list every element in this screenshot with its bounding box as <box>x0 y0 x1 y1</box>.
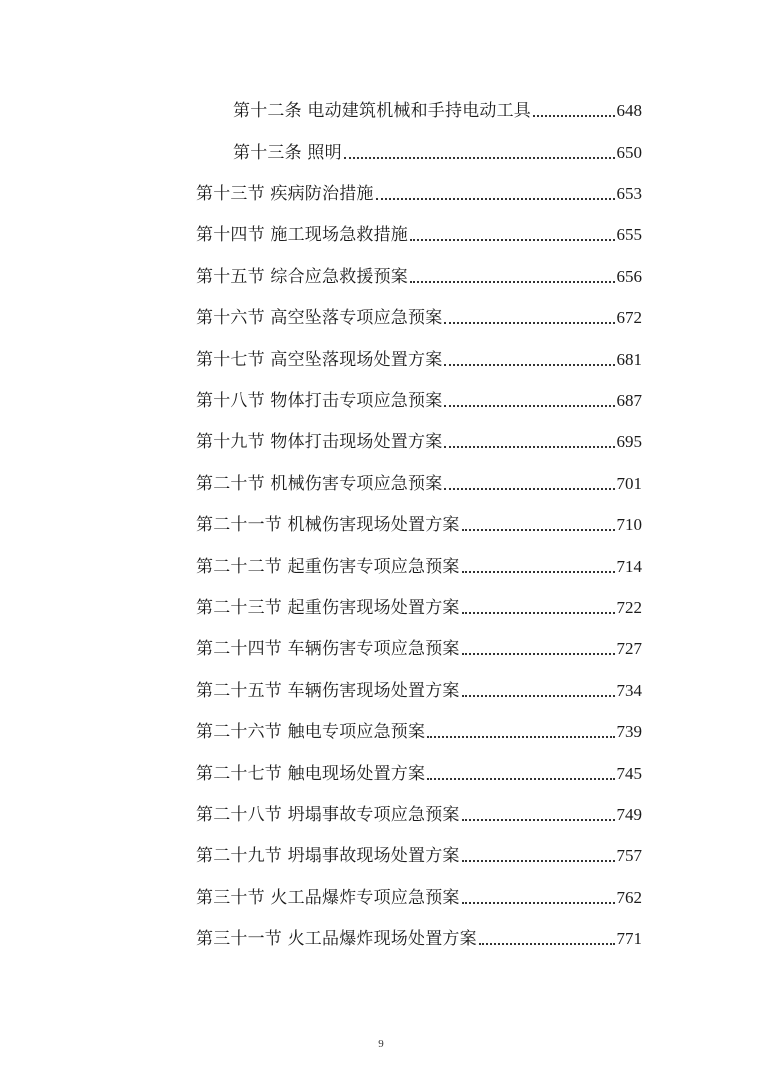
toc-entry[interactable] <box>196 757 642 785</box>
dot-leader <box>427 736 614 738</box>
toc-entry-title: 第十五节 综合应急救援预案 <box>196 267 409 287</box>
dot-leader <box>410 281 614 283</box>
toc-entry-page: 727 <box>616 639 642 658</box>
toc-entry-title: 第二十三节 起重伤害现场处置方案 <box>196 598 460 618</box>
toc-entry-title: 第三十节 火工品爆炸专项应急预案 <box>196 888 460 908</box>
toc-entry-title: 第二十一节 机械伤害现场处置方案 <box>196 515 460 535</box>
toc-entry[interactable] <box>196 301 642 329</box>
toc-entry[interactable] <box>196 467 642 495</box>
dot-leader <box>462 529 615 531</box>
toc-entry-title: 第十三节 疾病防治措施 <box>196 184 374 204</box>
toc-entry-page: 656 <box>616 267 642 286</box>
dot-leader <box>376 198 615 200</box>
toc-entry-page: 714 <box>616 557 642 576</box>
toc-entry[interactable] <box>196 218 642 246</box>
toc-entry-title: 第二十四节 车辆伤害专项应急预案 <box>196 639 460 659</box>
toc-entry[interactable] <box>233 136 642 164</box>
page-number: 9 <box>378 1038 384 1050</box>
toc-entry[interactable] <box>233 94 642 122</box>
toc-entry[interactable] <box>196 674 642 702</box>
dot-leader <box>462 819 615 821</box>
toc-entry-title: 第三十一节 火工品爆炸现场处置方案 <box>196 929 477 949</box>
dot-leader <box>462 902 615 904</box>
dot-leader <box>462 653 615 655</box>
toc-entry-title: 第二十二节 起重伤害专项应急预案 <box>196 557 460 577</box>
toc-entry-page: 739 <box>616 722 642 741</box>
toc-entry-title: 第二十七节 触电现场处置方案 <box>196 764 426 784</box>
toc-entry-page: 757 <box>616 846 642 865</box>
dot-leader <box>410 239 614 241</box>
toc-entry-page: 701 <box>616 474 642 493</box>
toc-entry-title: 第十三条 照明 <box>233 143 342 163</box>
toc-entry[interactable] <box>196 839 642 867</box>
dot-leader <box>462 571 615 573</box>
toc-entry[interactable] <box>196 591 642 619</box>
dot-leader <box>427 778 614 780</box>
toc-entry-page: 687 <box>616 391 642 410</box>
toc-entry[interactable] <box>196 343 642 371</box>
toc-entry-page: 771 <box>616 929 642 948</box>
toc-entry[interactable] <box>196 881 642 909</box>
toc-entry-title: 第十六节 高空坠落专项应急预案 <box>196 308 443 328</box>
toc-entry[interactable] <box>196 798 642 826</box>
toc-entry[interactable] <box>196 177 642 205</box>
toc-entry-page: 681 <box>616 350 642 369</box>
toc-entry-page: 722 <box>616 598 642 617</box>
toc-entry[interactable] <box>196 508 642 536</box>
toc-entry-page: 762 <box>616 888 642 907</box>
toc-entry-title: 第十二条 电动建筑机械和手持电动工具 <box>233 101 532 121</box>
dot-leader <box>444 446 614 448</box>
dot-leader <box>462 695 615 697</box>
toc-entry-title: 第十九节 物体打击现场处置方案 <box>196 432 443 452</box>
toc-entry-page: 648 <box>616 101 642 120</box>
toc-entry-page: 734 <box>616 681 642 700</box>
toc-entry-page: 650 <box>616 143 642 162</box>
toc-entry[interactable] <box>196 632 642 660</box>
dot-leader <box>444 364 614 366</box>
dot-leader <box>462 860 615 862</box>
dot-leader <box>344 157 615 159</box>
dot-leader <box>479 943 615 945</box>
toc-entry[interactable] <box>196 425 642 453</box>
toc-entry-page: 749 <box>616 805 642 824</box>
toc-entry-page: 672 <box>616 308 642 327</box>
toc-entry-page: 695 <box>616 432 642 451</box>
toc-entry[interactable] <box>196 260 642 288</box>
dot-leader <box>444 405 614 407</box>
toc-entry-title: 第二十九节 坍塌事故现场处置方案 <box>196 846 460 866</box>
toc-entry-page: 710 <box>616 515 642 534</box>
toc-entry-page: 745 <box>616 764 642 783</box>
toc-entry-title: 第十七节 高空坠落现场处置方案 <box>196 350 443 370</box>
toc-entry-title: 第二十六节 触电专项应急预案 <box>196 722 426 742</box>
dot-leader <box>444 488 614 490</box>
toc-entry-title: 第十四节 施工现场急救措施 <box>196 225 409 245</box>
toc-entry[interactable] <box>196 384 642 412</box>
dot-leader <box>444 322 614 324</box>
toc-entry[interactable] <box>196 715 642 743</box>
toc-entry-page: 653 <box>616 184 642 203</box>
toc-entry-title: 第十八节 物体打击专项应急预案 <box>196 391 443 411</box>
toc-entry-page: 655 <box>616 225 642 244</box>
toc-entry[interactable] <box>196 550 642 578</box>
toc-entry-title: 第二十八节 坍塌事故专项应急预案 <box>196 805 460 825</box>
toc-entry-title: 第二十五节 车辆伤害现场处置方案 <box>196 681 460 701</box>
dot-leader <box>533 115 614 117</box>
toc-entry[interactable] <box>196 922 642 950</box>
toc-entry-title: 第二十节 机械伤害专项应急预案 <box>196 474 443 494</box>
dot-leader <box>462 612 615 614</box>
